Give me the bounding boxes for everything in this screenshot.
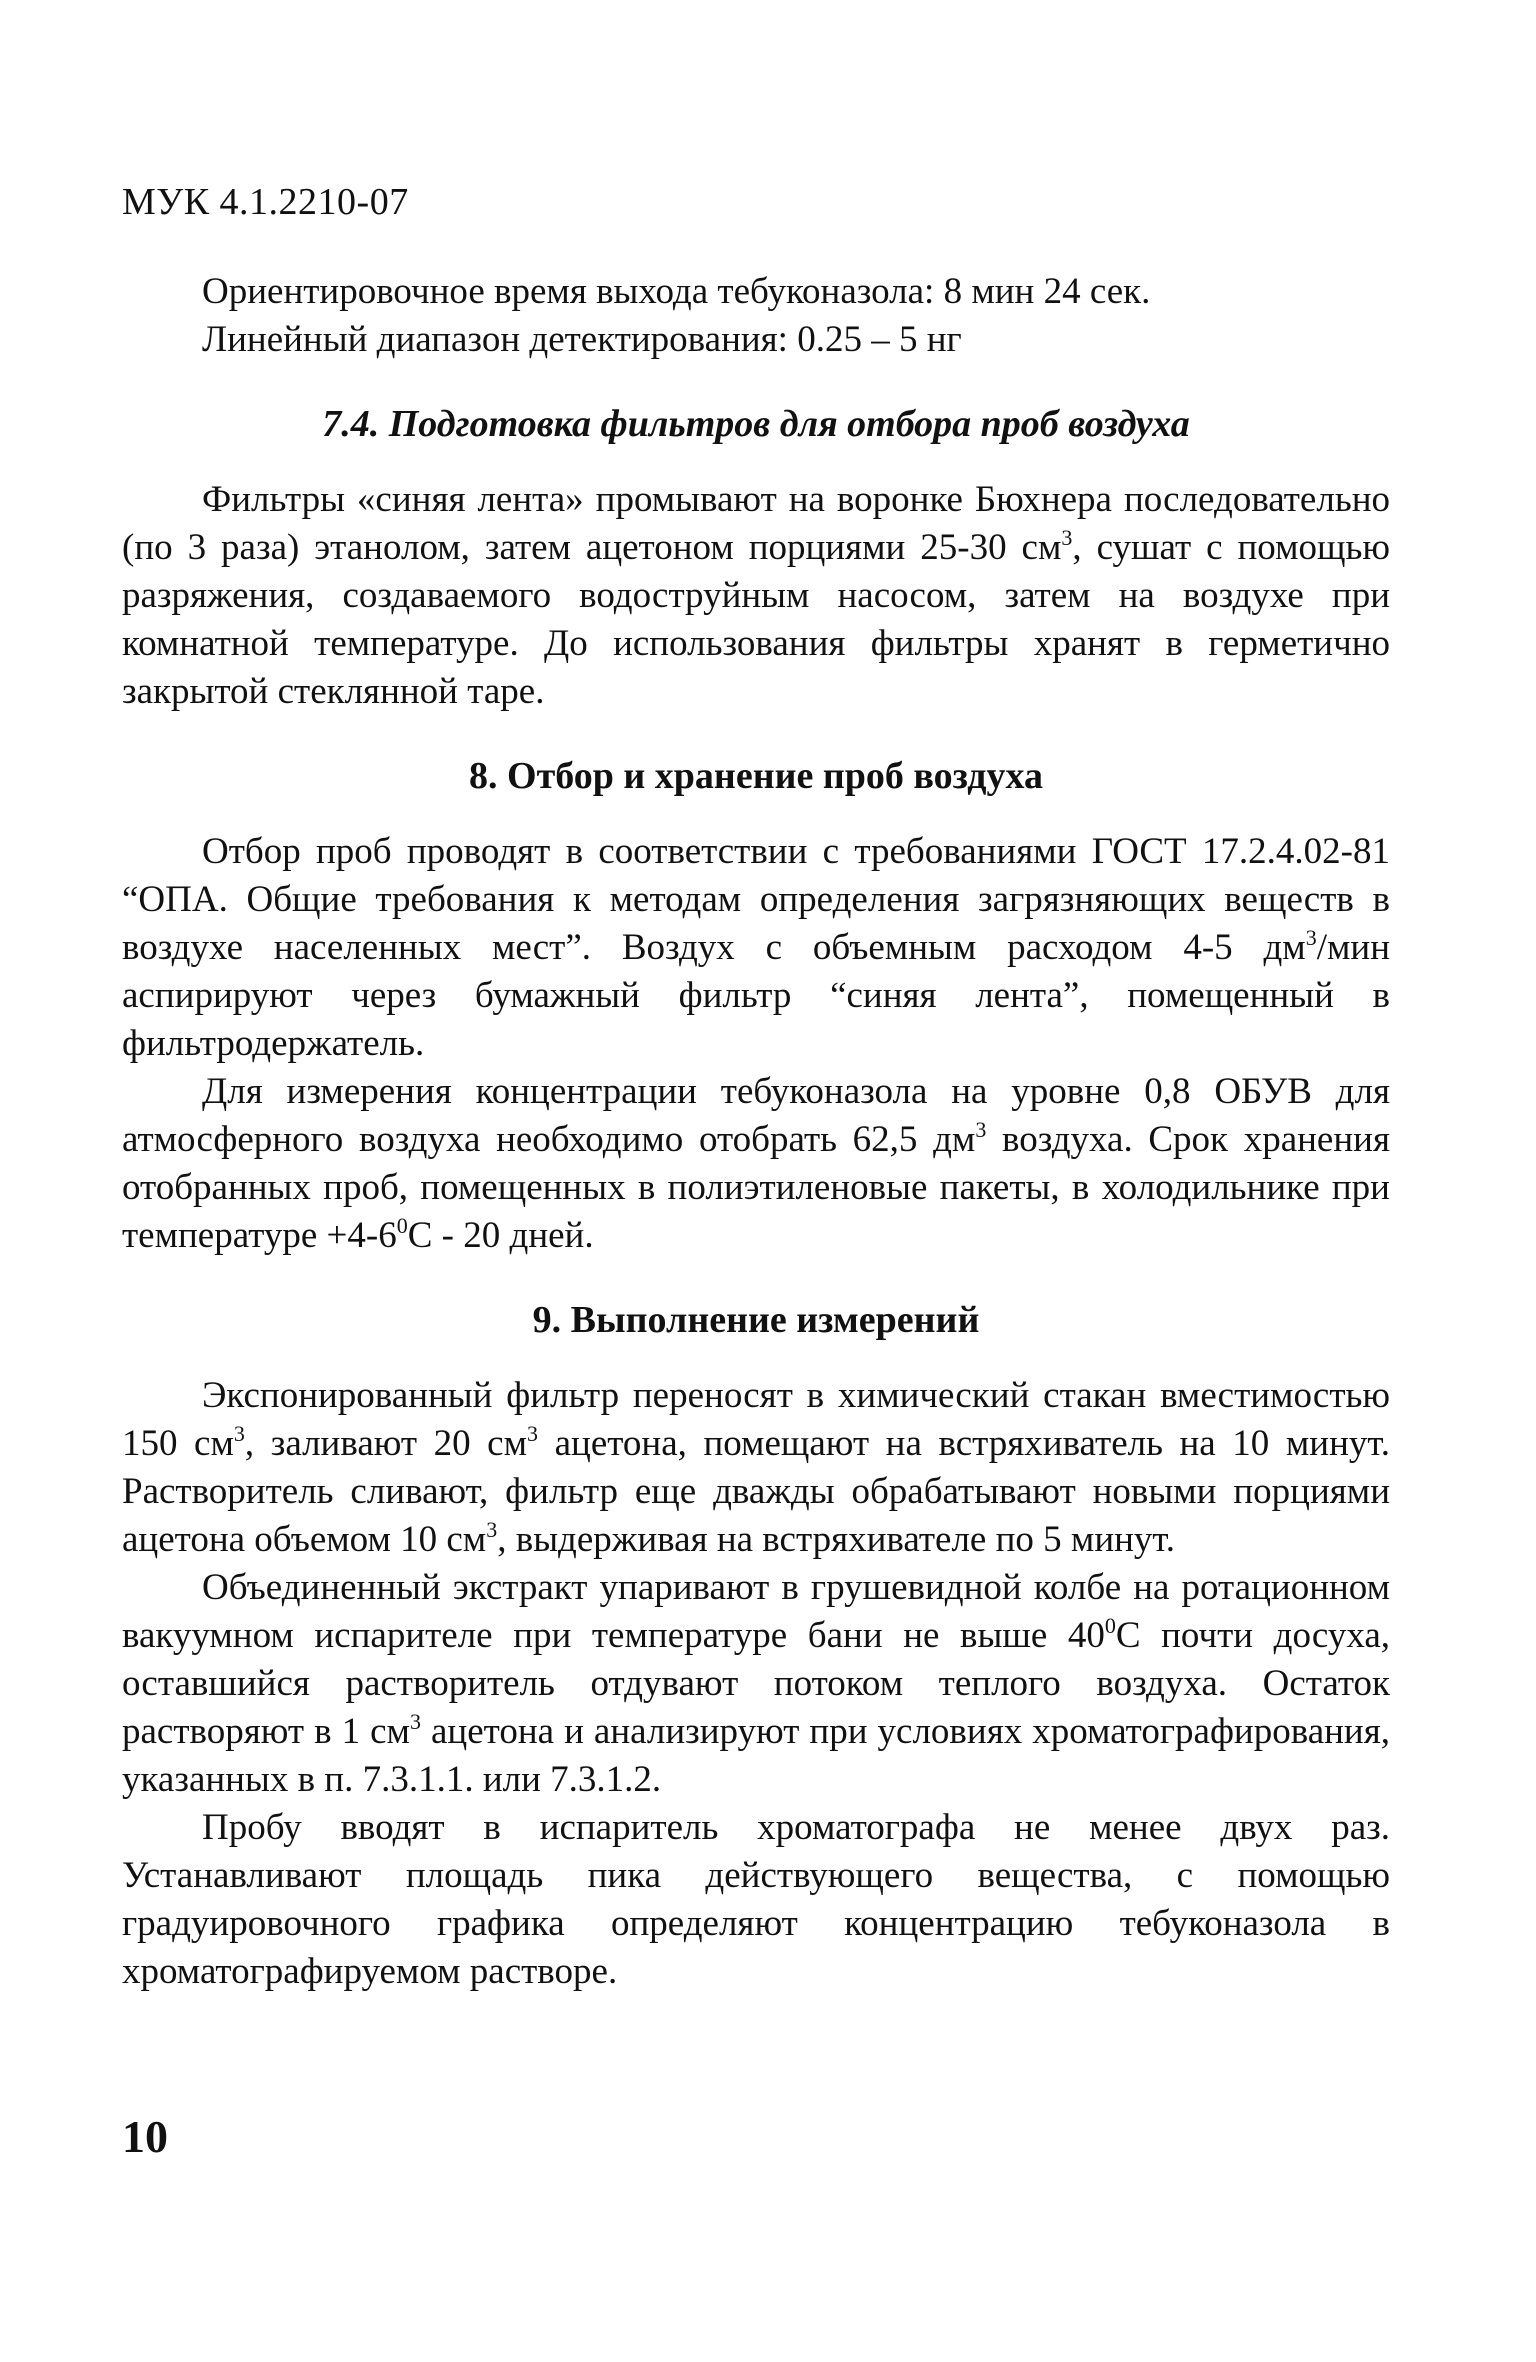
document-body bbox=[122, 268, 1390, 1996]
retention-time-line: Ориентировочное время выхода тебуконазола: 8 мин 24 сек. bbox=[202, 271, 1151, 312]
section-8-paragraph-2: Для измерения концентрации тебуконазола на уровне 0,8 ОБУВ для атмосферного воздуха необходимо отобрать 62,5 $дм^3$ воздуха. Срок хранения отобранных проб, помещенных в полиэтиленовые пакеты, в холодильнике при температуре $+4-6^0С - 20$ дней. bbox=[122, 1071, 1390, 1256]
linear-range-line: Линейный диапазон детектирования: 0.25 – 5 нг bbox=[202, 319, 962, 360]
section-7-4-paragraph: Фильтры «синяя лента» промывают на воронке Бюхнера последовательно (по 3 раза) этанолом, затем ацетоном порциями 25-30 $см^3$, сушат с помощью разряжения, создаваемого водоструйным насосом, затем на воздухе при комнатной температуре. До использования фильтры хранят в герметично закрытой стеклянной таре. bbox=[122, 479, 1391, 712]
section-8-title: 8. Отбор и хранение проб воздуха bbox=[469, 755, 1043, 797]
section-8-paragraph-1: Отбор проб проводят в соответствии с требованиями ГОСТ 17.2.4.02-81 “ОПА. Общие требования к методам определения загрязняющих веществ в воздухе населенных мест”. Воздух с объемным расходом 4-5 $дм^3$/мин аспирируют через бумажный фильтр “синяя лента”, помещенный в фильтродержатель. bbox=[122, 831, 1390, 1064]
section-9-paragraph-3: Пробу вводят в испаритель хроматографа не менее двух раз. Устанавливают площадь пика действующего вещества, с помощью градуировочного графика определяют концентрацию тебуконазола в хроматографируемом растворе. bbox=[122, 1807, 1390, 1992]
section-9-paragraph-2: Объединенный экстракт упаривают в грушевидной колбе на ротационном вакуумном испарителе при температуре бани не выше $40^0С$ почти досуха, оставшийся растворитель отдувают потоком теплого воздуха. Остаток растворяют в 1 $см^3$ ацетона и анализируют при условиях хроматографирования, указанных в п. 7.3.1.1. или 7.3.1.2. bbox=[122, 1567, 1391, 1800]
section-7-4-title: 7.4. Подготовка фильтров для отбора проб воздуха bbox=[322, 403, 1190, 445]
page-number: 10 bbox=[122, 2111, 168, 2162]
section-9-title: 9. Выполнение измерений bbox=[532, 1299, 980, 1341]
document-code: МУК 4.1.2210-07 bbox=[122, 181, 409, 223]
section-9-paragraph-1: Экспонированный фильтр переносят в химический стакан вместимостью 150 $см^3$, заливают 20 $см^3$ ацетона, помещают на встряхиватель на 10 минут. Растворитель сливают, фильтр еще дважды обрабатывают новыми порциями ацетона объемом 10 $см^3$, выдерживая на встряхивателе по 5 минут. bbox=[122, 1375, 1391, 1560]
